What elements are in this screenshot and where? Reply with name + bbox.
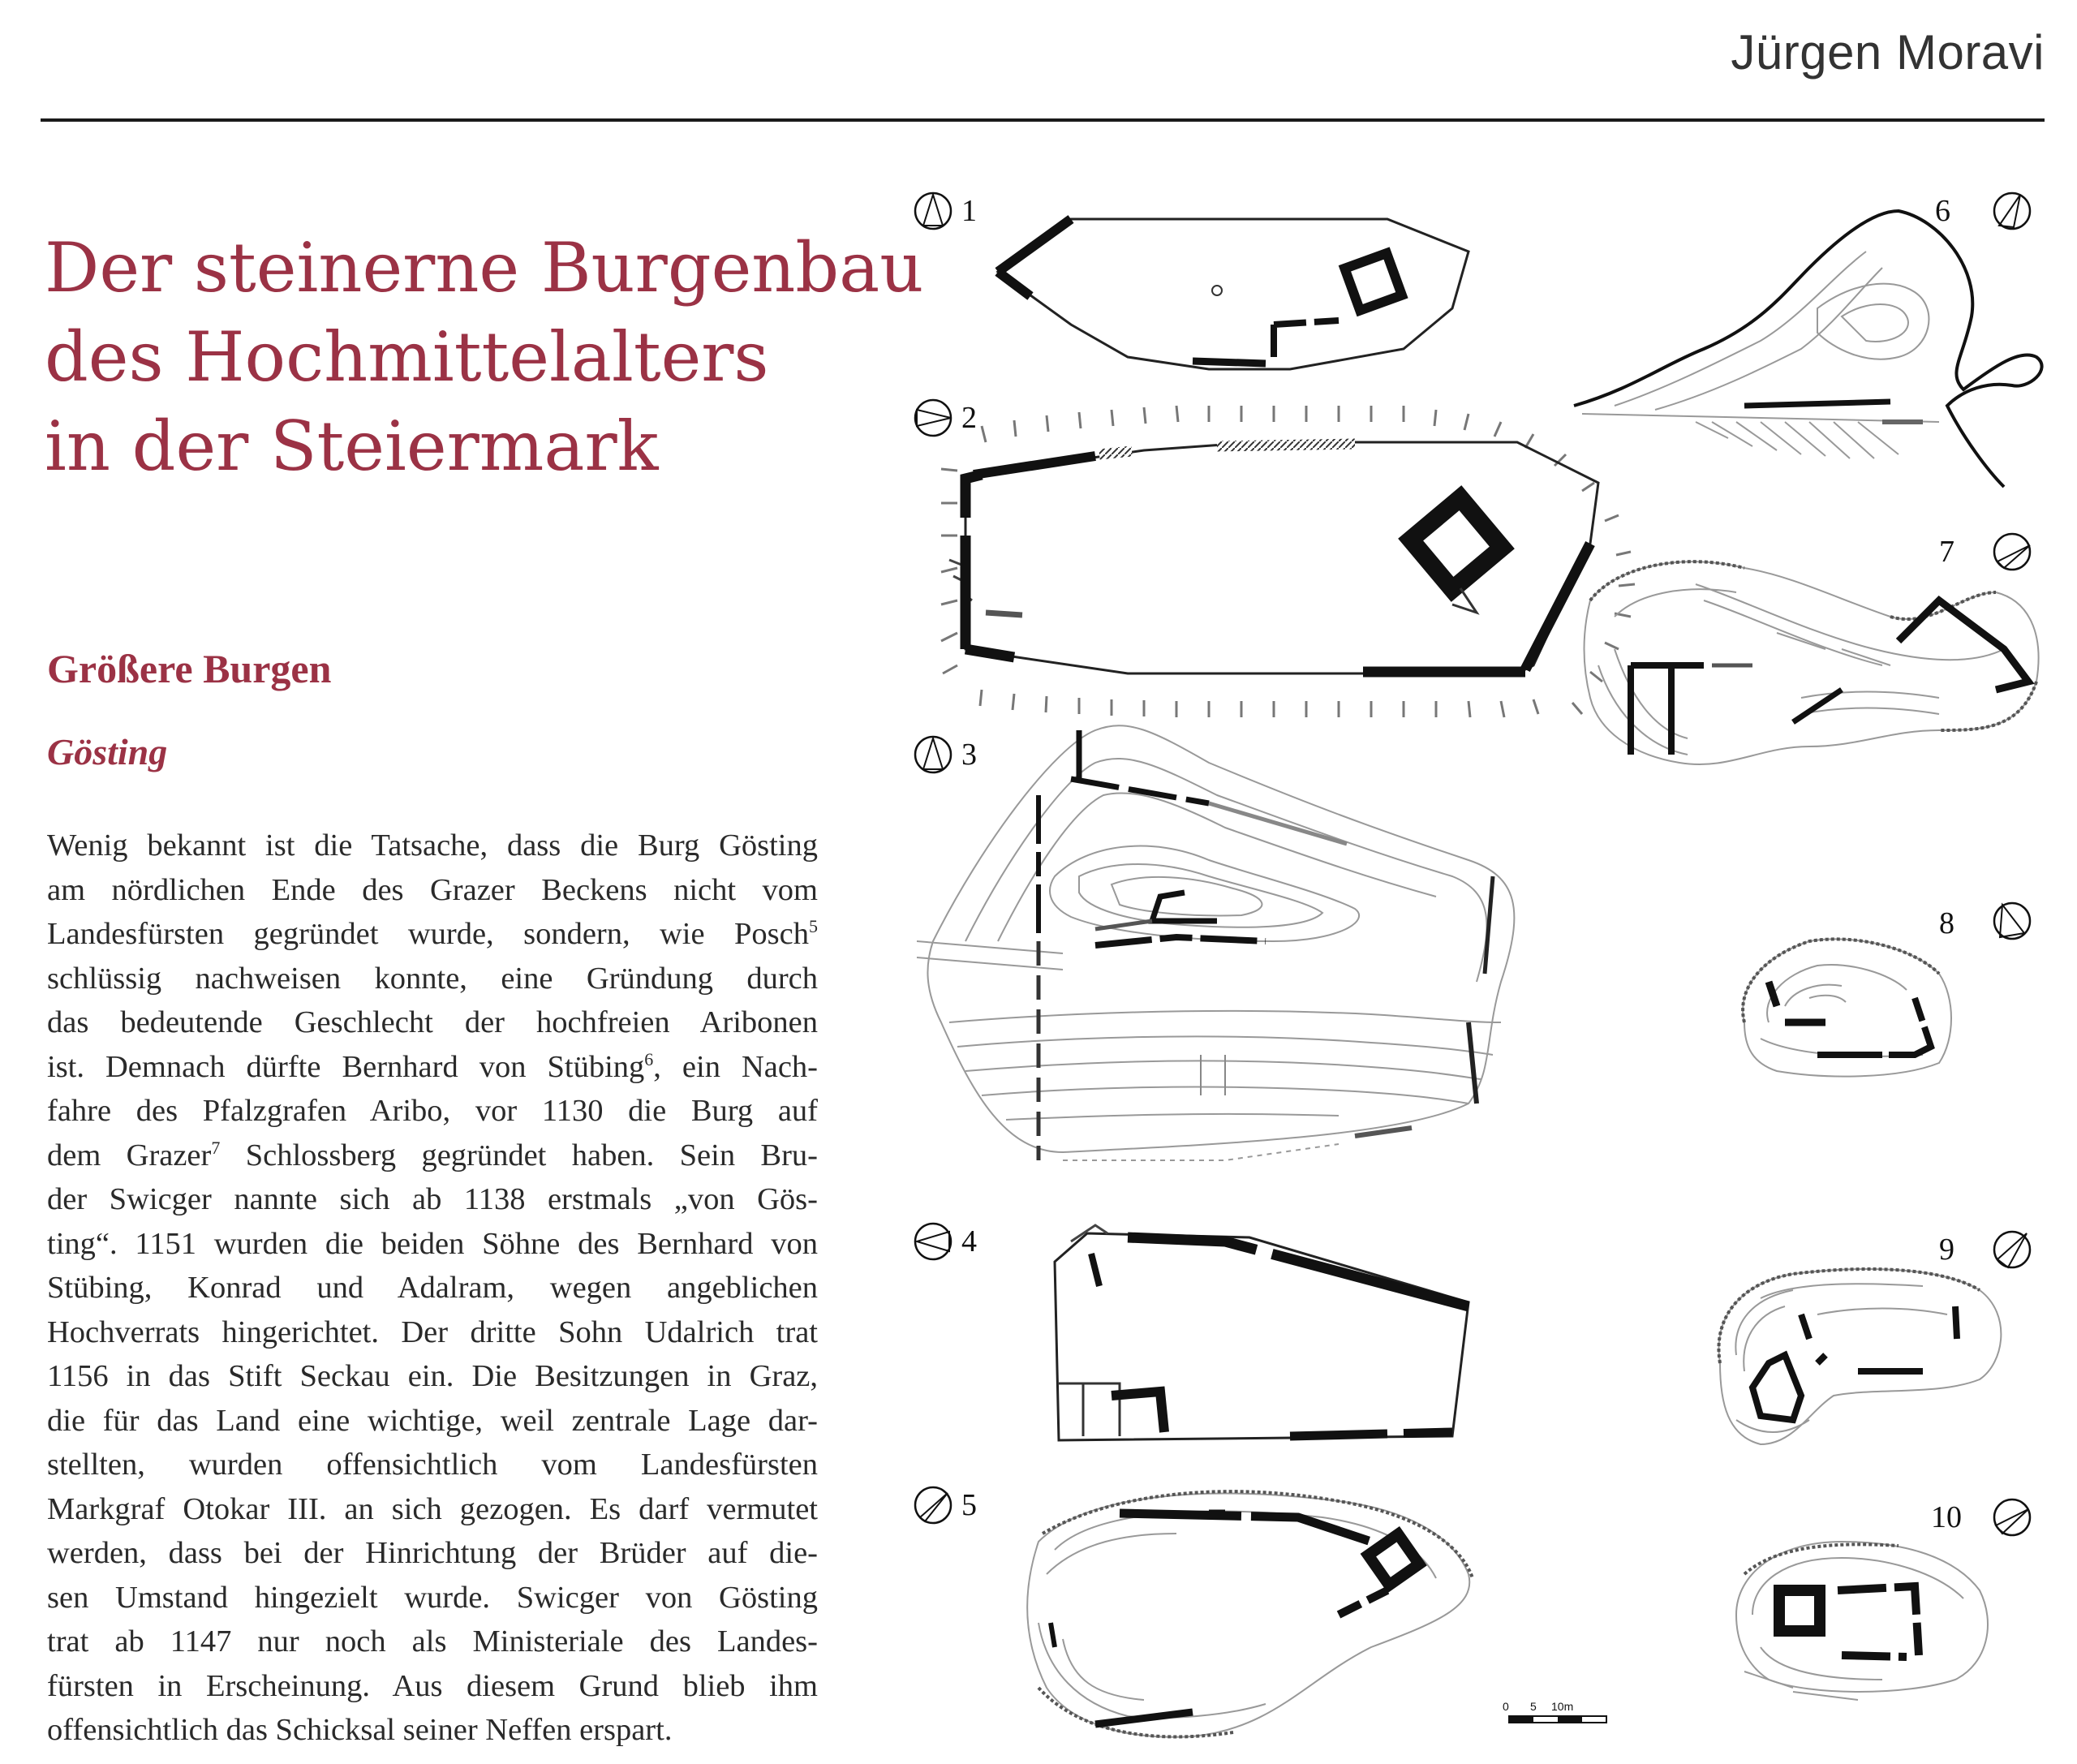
plan-label-10: 10 xyxy=(1931,1500,1962,1534)
body-line-text: Wenig bekannt ist die Tatsache, dass die Burg Gösting xyxy=(47,828,818,863)
body-line xyxy=(47,1399,818,1443)
body-line-text: Stübing, Konrad und Adalram, wegen angeblichen xyxy=(47,1271,818,1305)
title-line-2: des Hochmittelalters xyxy=(45,317,769,397)
plan-label-3: 3 xyxy=(961,738,977,772)
body-line xyxy=(47,1708,818,1753)
body-line xyxy=(47,1177,818,1222)
body-line-text: der Swicger nannte sich ab 1138 erstmals „von Gös- xyxy=(47,1182,818,1216)
body-line xyxy=(47,1487,818,1532)
body-line xyxy=(47,1443,818,1487)
north-arrow-icon xyxy=(1994,534,2030,570)
scale-label-5: 5 xyxy=(1530,1700,1537,1713)
body-line-text-cont: Schlossberg gegründet haben. Sein Bru- xyxy=(220,1138,819,1172)
body-line-text: werden, dass bei der Hinrichtung der Brüder auf die- xyxy=(47,1536,818,1570)
scale-bar xyxy=(1503,1700,1606,1723)
plan-6 xyxy=(1574,193,2042,487)
body-line xyxy=(47,1134,818,1178)
north-arrow-icon xyxy=(915,400,951,436)
north-arrow-icon xyxy=(915,1487,951,1523)
header-rule xyxy=(41,118,2045,122)
body-line xyxy=(47,1576,818,1620)
body-line-text-cont: , ein Nach- xyxy=(653,1049,819,1084)
section-heading: Größere Burgen xyxy=(47,646,332,691)
castle-plans-svg xyxy=(884,162,2061,1753)
body-line xyxy=(47,824,818,868)
author-name: Jürgen Moravi xyxy=(1731,25,2045,80)
body-line xyxy=(47,1089,818,1134)
body-line-text: Hochverrats hingerichtet. Der dritte Sohn Udalrich trat xyxy=(47,1314,818,1349)
body-line xyxy=(47,868,818,913)
body-line-text: dem Grazer xyxy=(47,1138,212,1172)
plan-label-1: 1 xyxy=(961,194,977,228)
body-line xyxy=(47,912,818,957)
body-line-text: stellten, wurden offensichtlich vom Landesfürsten xyxy=(47,1448,818,1482)
body-line-text: schlüssig nachweisen konnte, eine Gründung durch xyxy=(47,961,818,996)
plan-1 xyxy=(915,193,1469,369)
north-arrow-icon xyxy=(915,737,951,772)
north-arrow-icon xyxy=(1994,193,2030,229)
subsection-heading: Gösting xyxy=(47,731,168,772)
body-line xyxy=(47,1354,818,1399)
plan-label-4: 4 xyxy=(961,1224,977,1258)
body-line-text: trat ab 1147 nur noch als Ministeriale des Landes- xyxy=(47,1624,818,1659)
body-line-text: Markgraf Otokar III. an sich gezogen. Es darf vermutet xyxy=(47,1491,818,1526)
plan-label-5: 5 xyxy=(961,1488,977,1522)
body-line xyxy=(47,1310,818,1355)
body-line-text: ting“. 1151 wurden die beiden Söhne des Bernhard von xyxy=(47,1226,818,1261)
body-line-text: die für das Land eine wichtige, weil zentrale Lage dar- xyxy=(47,1403,818,1438)
north-arrow-icon xyxy=(1994,1499,2030,1535)
plan-7 xyxy=(1585,534,2039,764)
plan-label-2: 2 xyxy=(961,401,977,435)
body-line-text: 1156 in das Stift Seckau ein. Die Besitzungen in Graz, xyxy=(47,1359,818,1393)
body-line xyxy=(47,1664,818,1709)
body-line xyxy=(47,1266,818,1310)
body-line-text: am nördlichen Ende des Grazer Beckens nicht vom xyxy=(47,872,818,907)
footnote-marker[interactable]: 6 xyxy=(644,1048,654,1069)
north-arrow-icon xyxy=(915,193,951,229)
body-text xyxy=(47,824,818,1753)
body-line-text: fahre des Pfalzgrafen Aribo, vor 1130 die Burg auf xyxy=(47,1094,818,1128)
plan-label-7: 7 xyxy=(1939,535,1954,569)
body-line xyxy=(47,1045,818,1090)
plan-9 xyxy=(1718,1232,2030,1444)
scale-label-10m: 10m xyxy=(1551,1700,1574,1713)
body-line-text: Landesfürsten gegründet wurde, sondern, wie Posch xyxy=(47,917,809,951)
north-arrow-icon xyxy=(1994,903,2030,939)
title-line-3: in der Steiermark xyxy=(45,407,659,486)
plan-10 xyxy=(1736,1499,2030,1700)
body-line-text: das bedeutende Geschlecht der hochfreien Aribonen xyxy=(47,1005,818,1039)
north-arrow-icon xyxy=(915,1224,951,1259)
plan-8 xyxy=(1743,903,2030,1077)
footnote-marker[interactable]: 7 xyxy=(211,1137,221,1158)
body-line xyxy=(47,1000,818,1045)
plan-5 xyxy=(915,1487,1473,1737)
body-line xyxy=(47,1222,818,1267)
north-arrow-icon xyxy=(1994,1232,2030,1267)
plan-label-6: 6 xyxy=(1935,194,1950,228)
body-line-text: ist. Demnach dürfte Bernhard von Stübing xyxy=(47,1049,645,1084)
body-line-text: fürsten in Erscheinung. Aus diesem Grund blieb ihm xyxy=(47,1668,818,1703)
castle-plans-figure xyxy=(884,162,2061,1753)
body-line-text: sen Umstand hingezielt wurde. Swicger von Gösting xyxy=(47,1580,818,1615)
title-line-1: Der steinerne Burgenbau xyxy=(45,228,924,308)
body-line xyxy=(47,1531,818,1576)
plan-label-8: 8 xyxy=(1939,906,1954,940)
scale-label-0: 0 xyxy=(1503,1700,1509,1713)
plan-label-9: 9 xyxy=(1939,1233,1954,1267)
body-line-text: offensichtlich das Schicksal seiner Neffen erspart. xyxy=(47,1713,673,1747)
body-line xyxy=(47,957,818,1001)
body-line xyxy=(47,1620,818,1664)
plan-4 xyxy=(915,1224,1469,1440)
footnote-marker[interactable]: 5 xyxy=(809,916,818,937)
plan-2 xyxy=(915,400,1635,717)
article-title xyxy=(45,223,924,491)
plan-3 xyxy=(915,725,1514,1160)
